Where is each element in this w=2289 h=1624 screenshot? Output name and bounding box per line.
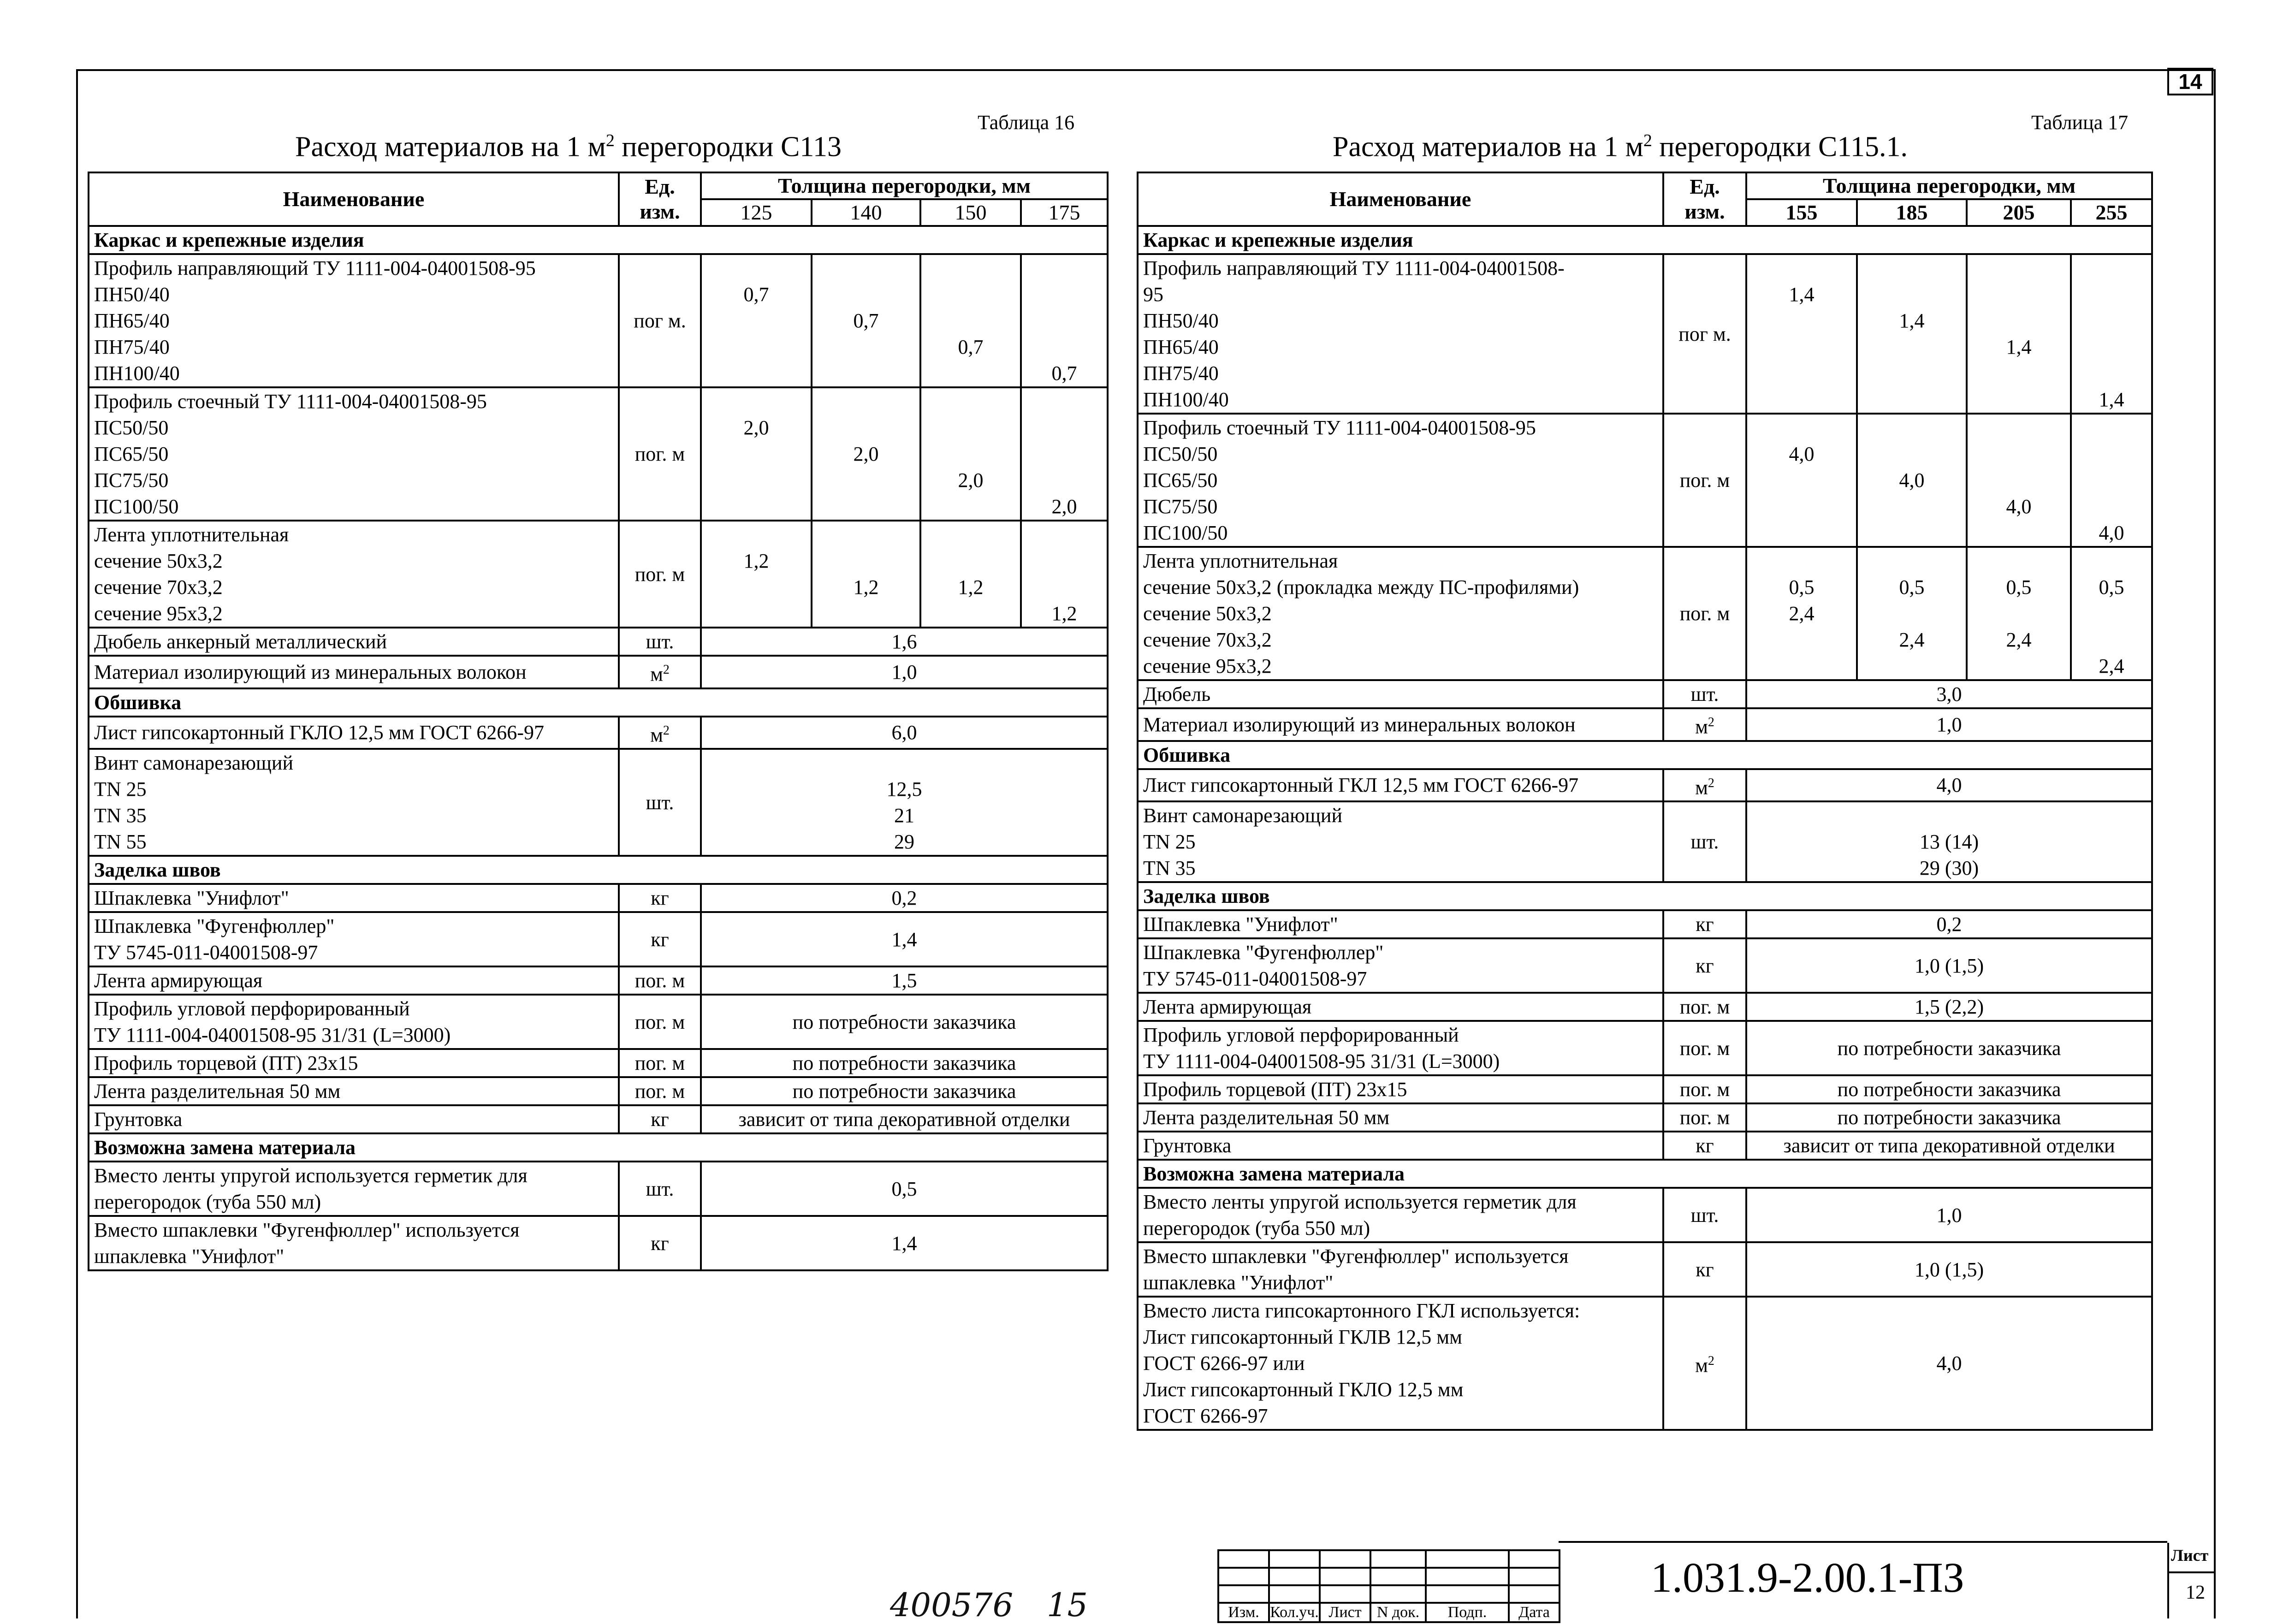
value-cell: 4,0 (2006, 495, 2032, 518)
unit-cell: пог. м (619, 387, 701, 521)
table16 (88, 172, 1109, 1271)
unit-cell: пог. м (1663, 547, 1746, 680)
unit-cell: шт. (1663, 680, 1746, 708)
value-cell: 0,7 (958, 336, 984, 358)
value-cell: 2,0 (958, 469, 984, 492)
value-cell: 2,4 (2006, 628, 2032, 651)
table16-title: Расход материалов на 1 $м^2$ перегородки С113 (295, 131, 842, 163)
header-thickness: Толщина перегородки, мм (701, 172, 1108, 199)
unit-cell: пог. м (619, 1077, 701, 1105)
value-cell: 0,5 (2006, 576, 2032, 599)
row-insulation: Материал изолирующий из минеральных волокон (89, 656, 619, 688)
row-reinforcing-tape: Лента армирующая (1138, 993, 1663, 1021)
value-cell: 1,4 (701, 1216, 1108, 1270)
value-cell: 4,0 (1746, 769, 2152, 802)
table17-title: Расход материалов на 1 $м^2$ перегородки С115.1. (1333, 131, 1908, 163)
unit-cell: $м^2$ (619, 717, 701, 749)
value-cell: по потребности заказчика (701, 1049, 1108, 1077)
handwritten-note: 15 (1047, 1586, 1088, 1624)
unit-cell: кг (1663, 910, 1746, 938)
stamp-data: Дата (1509, 1603, 1560, 1622)
row-corner-profile: Профиль угловой перфорированный ТУ 1111-004-04001508-95 31/31 (L=3000) (89, 995, 619, 1049)
sheet-box-divider (2167, 1571, 2216, 1573)
header-thickness: Толщина перегородки, мм (1746, 172, 2152, 199)
value-cell: 2,4 (2099, 655, 2124, 677)
section-joints: Заделка швов (89, 856, 1108, 884)
title-block-top-line (1559, 1541, 2167, 1543)
unit-cell: $м^2$ (1663, 1297, 1746, 1430)
value-cell: 2,0 (853, 443, 879, 465)
value-cell: 4,0 (1746, 1297, 2152, 1430)
title-block-stamp (1217, 1549, 1560, 1623)
col-125: 125 (701, 199, 812, 226)
value-cell: 0,5 (1789, 576, 1815, 599)
unit-cell: кг (619, 912, 701, 966)
row-guide-profile: Профиль направляющий ТУ 1111-004-04001508-95 ПН50/40 ПН65/40 ПН75/40 ПН100/40 (89, 254, 619, 387)
col-175: 175 (1021, 199, 1108, 226)
row-dowel: Дюбель (1138, 680, 1663, 708)
sheet-label: Лист (2171, 1546, 2209, 1565)
value-cell: по потребности заказчика (1746, 1103, 2152, 1132)
value-cell: 1,2 (1051, 602, 1077, 625)
unit-cell: пог. м (619, 1049, 701, 1077)
unit-cell: шт. (619, 1162, 701, 1216)
row-end-profile: Профиль торцевой (ПТ) 23х15 (89, 1049, 619, 1077)
value-cell: 1,0 (1746, 708, 2152, 741)
value-cell: 1,6 (701, 628, 1108, 656)
value-cell: 1,0 (1,5) (1746, 1242, 2152, 1297)
row-primer: Грунтовка (1138, 1132, 1663, 1160)
unit-cell: шт. (1663, 1188, 1746, 1242)
section-substitution: Возможна замена материала (1138, 1160, 2152, 1188)
row-putty-substitute: Вместо шпаклевки "Фугенфюллер" используется шпаклевка "Унифлот" (1138, 1242, 1663, 1297)
row-primer: Грунтовка (89, 1105, 619, 1133)
row-screws: Винт самонарезающий TN 25 TN 35 (1138, 801, 1663, 882)
col-155: 155 (1746, 199, 1857, 226)
unit-cell: кг (619, 1105, 701, 1133)
col-150: 150 (920, 199, 1021, 226)
row-putty-substitute: Вместо шпаклевки "Фугенфюллер" используется шпаклевка "Унифлот" (89, 1216, 619, 1270)
col-255: 255 (2071, 199, 2152, 226)
value-cell: 1,4 (2099, 388, 2124, 411)
col-205: 205 (1967, 199, 2071, 226)
value-cell: 0,7 (1051, 362, 1077, 385)
value-cell: 0,5 (2099, 576, 2124, 599)
value-cell: 4,0 (2099, 522, 2124, 544)
row-fugenfuller: Шпаклевка "Фугенфюллер" ТУ 5745-011-04001508-97 (89, 912, 619, 966)
header-unit: Ед. изм. (1663, 172, 1746, 226)
stamp-podp: Подп. (1426, 1603, 1509, 1622)
value-cell: 2,4 (1899, 628, 1925, 651)
value-cell: 2,4 (1789, 602, 1815, 625)
row-gypsum-board: Лист гипсокартонный ГКЛ 12,5 мм ГОСТ 6266-97 (1138, 769, 1663, 802)
section-frame: Каркас и крепежные изделия (89, 226, 1108, 254)
unit-cell: шт. (619, 628, 701, 656)
value-cell: 1,2 (958, 576, 984, 599)
row-screws: Винт самонарезающий TN 25 TN 35 TN 55 (89, 749, 619, 856)
row-sealing-tape: Лента уплотнительная сечение 50х3,2 (прокладка между ПС-профилями) сечение 50х3,2 сечение 70х3,2 сечение 95х3,2 (1138, 547, 1663, 680)
value-cell: зависит от типа декоративной отделки (701, 1105, 1108, 1133)
row-stud-profile: Профиль стоечный ТУ 1111-004-04001508-95 ПС50/50 ПС65/50 ПС75/50 ПС100/50 (1138, 414, 1663, 547)
unit-cell: шт. (619, 749, 701, 856)
unit-cell: кг (1663, 1132, 1746, 1160)
row-insulation: Материал изолирующий из минеральных волокон (1138, 708, 1663, 741)
section-frame: Каркас и крепежные изделия (1138, 226, 2152, 254)
value-cell: 4,0 (1789, 443, 1815, 465)
value-cell: 1,2 (853, 576, 879, 599)
unit-cell: шт. (1663, 801, 1746, 882)
value-cell: 0,7 (853, 309, 879, 332)
header-name: Наименование (1138, 172, 1663, 226)
value-cell: 2,0 (1051, 495, 1077, 518)
row-sealing-tape: Лента уплотнительная сечение 50х3,2 сечение 70х3,2 сечение 95х3,2 (89, 521, 619, 628)
unit-cell: пог. м (1663, 1075, 1746, 1103)
stamp-n-dok: N док. (1370, 1603, 1426, 1622)
row-sealant: Вместо ленты упругой используется герметик для перегородок (туба 550 мл) (89, 1162, 619, 1216)
unit-cell: пог. м (619, 995, 701, 1049)
document-code: 1.031.9-2.00.1-ПЗ (1651, 1554, 1964, 1601)
unit-cell: кг (619, 884, 701, 912)
unit-cell: кг (1663, 938, 1746, 993)
value-cell: 1,0 (701, 656, 1108, 688)
value-cell: зависит от типа декоративной отделки (1746, 1132, 2152, 1160)
value-cell: 1,4 (2006, 336, 2032, 358)
unit-cell: пог. м (619, 966, 701, 995)
section-sheathing: Обшивка (1138, 741, 2152, 769)
row-stud-profile: Профиль стоечный ТУ 1111-004-04001508-95 ПС50/50 ПС65/50 ПС75/50 ПС100/50 (89, 387, 619, 521)
row-reinforcing-tape: Лента армирующая (89, 966, 619, 995)
col-140: 140 (812, 199, 920, 226)
value-cell: 1,2 (743, 550, 769, 572)
value-cell: 6,0 (701, 717, 1108, 749)
unit-cell: $м^2$ (1663, 769, 1746, 802)
section-sheathing: Обшивка (89, 688, 1108, 717)
value-cell: 1,0 (1,5) (1746, 938, 2152, 993)
section-joints: Заделка швов (1138, 882, 2152, 910)
unit-cell: пог. м (619, 521, 701, 628)
value-cell: 1,4 (1899, 309, 1925, 332)
stamp-list: Лист (1320, 1603, 1370, 1622)
unit-cell: пог. м (1663, 1103, 1746, 1132)
value-cell: по потребности заказчика (1746, 1075, 2152, 1103)
value-cell: 0,7 (743, 283, 769, 306)
unit-cell: кг (1663, 1242, 1746, 1297)
unit-cell: $м^2$ (1663, 708, 1746, 741)
row-guide-profile: Профиль направляющий ТУ 1111-004-04001508- 95 ПН50/40 ПН65/40 ПН75/40 ПН100/40 (1138, 254, 1663, 414)
value-cell: по потребности заказчика (701, 995, 1108, 1049)
table17-number: Таблица 17 (2031, 111, 2129, 134)
sheet-value: 12 (2186, 1582, 2205, 1603)
unit-cell: пог. м (1663, 414, 1746, 547)
unit-cell: пог м. (619, 254, 701, 387)
stamp-izm: Изм. (1218, 1603, 1269, 1622)
value-cell: 1,5 (701, 966, 1108, 995)
row-anchor-dowel: Дюбель анкерный металлический (89, 628, 619, 656)
value-cell: 13 (14) 29 (30) (1746, 801, 2152, 882)
header-unit: Ед. изм. (619, 172, 701, 226)
value-cell: 0,2 (701, 884, 1108, 912)
value-cell: 4,0 (1899, 469, 1925, 492)
unit-cell: кг (619, 1216, 701, 1270)
table16-number: Таблица 16 (978, 111, 1075, 134)
row-end-profile: Профиль торцевой (ПТ) 23х15 (1138, 1075, 1663, 1103)
unit-cell: пог. м (1663, 1021, 1746, 1075)
unit-cell: пог м. (1663, 254, 1746, 414)
value-cell: 0,5 (1899, 576, 1925, 599)
unit-cell: пог. м (1663, 993, 1746, 1021)
value-cell: 3,0 (1746, 680, 2152, 708)
col-185: 185 (1857, 199, 1967, 226)
stamp-kol-uch: Кол.уч. (1269, 1603, 1320, 1622)
handwritten-number: 400576 (890, 1586, 1014, 1624)
row-uniflot: Шпаклевка "Унифлот" (89, 884, 619, 912)
row-board-substitute: Вместо листа гипсокартонного ГКЛ используется: Лист гипсокартонный ГКЛВ 12,5 мм ГОСТ 6266-97 или Лист гипсокартонный ГКЛО 12,5 мм ГОСТ 6266-97 (1138, 1297, 1663, 1430)
value-cell: 1,4 (701, 912, 1108, 966)
value-cell: 1,4 (1789, 283, 1815, 306)
value-cell: 2,0 (743, 416, 769, 439)
row-separating-tape: Лента разделительная 50 мм (89, 1077, 619, 1105)
row-fugenfuller: Шпаклевка "Фугенфюллер" ТУ 5745-011-04001508-97 (1138, 938, 1663, 993)
value-cell: по потребности заказчика (701, 1077, 1108, 1105)
row-corner-profile: Профиль угловой перфорированный ТУ 1111-004-04001508-95 31/31 (L=3000) (1138, 1021, 1663, 1075)
row-sealant: Вместо ленты упругой используется герметик для перегородок (туба 550 мл) (1138, 1188, 1663, 1242)
unit-cell: $м^2$ (619, 656, 701, 688)
value-cell: 0,5 (701, 1162, 1108, 1216)
header-name: Наименование (89, 172, 619, 226)
table17 (1137, 172, 2153, 1431)
value-cell: 0,2 (1746, 910, 2152, 938)
row-uniflot: Шпаклевка "Унифлот" (1138, 910, 1663, 938)
value-cell: 1,0 (1746, 1188, 2152, 1242)
sheet-number: 14 (2167, 68, 2213, 95)
value-cell: 12,5 21 29 (701, 749, 1108, 856)
value-cell: 1,5 (2,2) (1746, 993, 2152, 1021)
row-gypsum-board: Лист гипсокартонный ГКЛО 12,5 мм ГОСТ 6266-97 (89, 717, 619, 749)
section-substitution: Возможна замена материала (89, 1133, 1108, 1162)
row-separating-tape: Лента разделительная 50 мм (1138, 1103, 1663, 1132)
value-cell: по потребности заказчика (1746, 1021, 2152, 1075)
